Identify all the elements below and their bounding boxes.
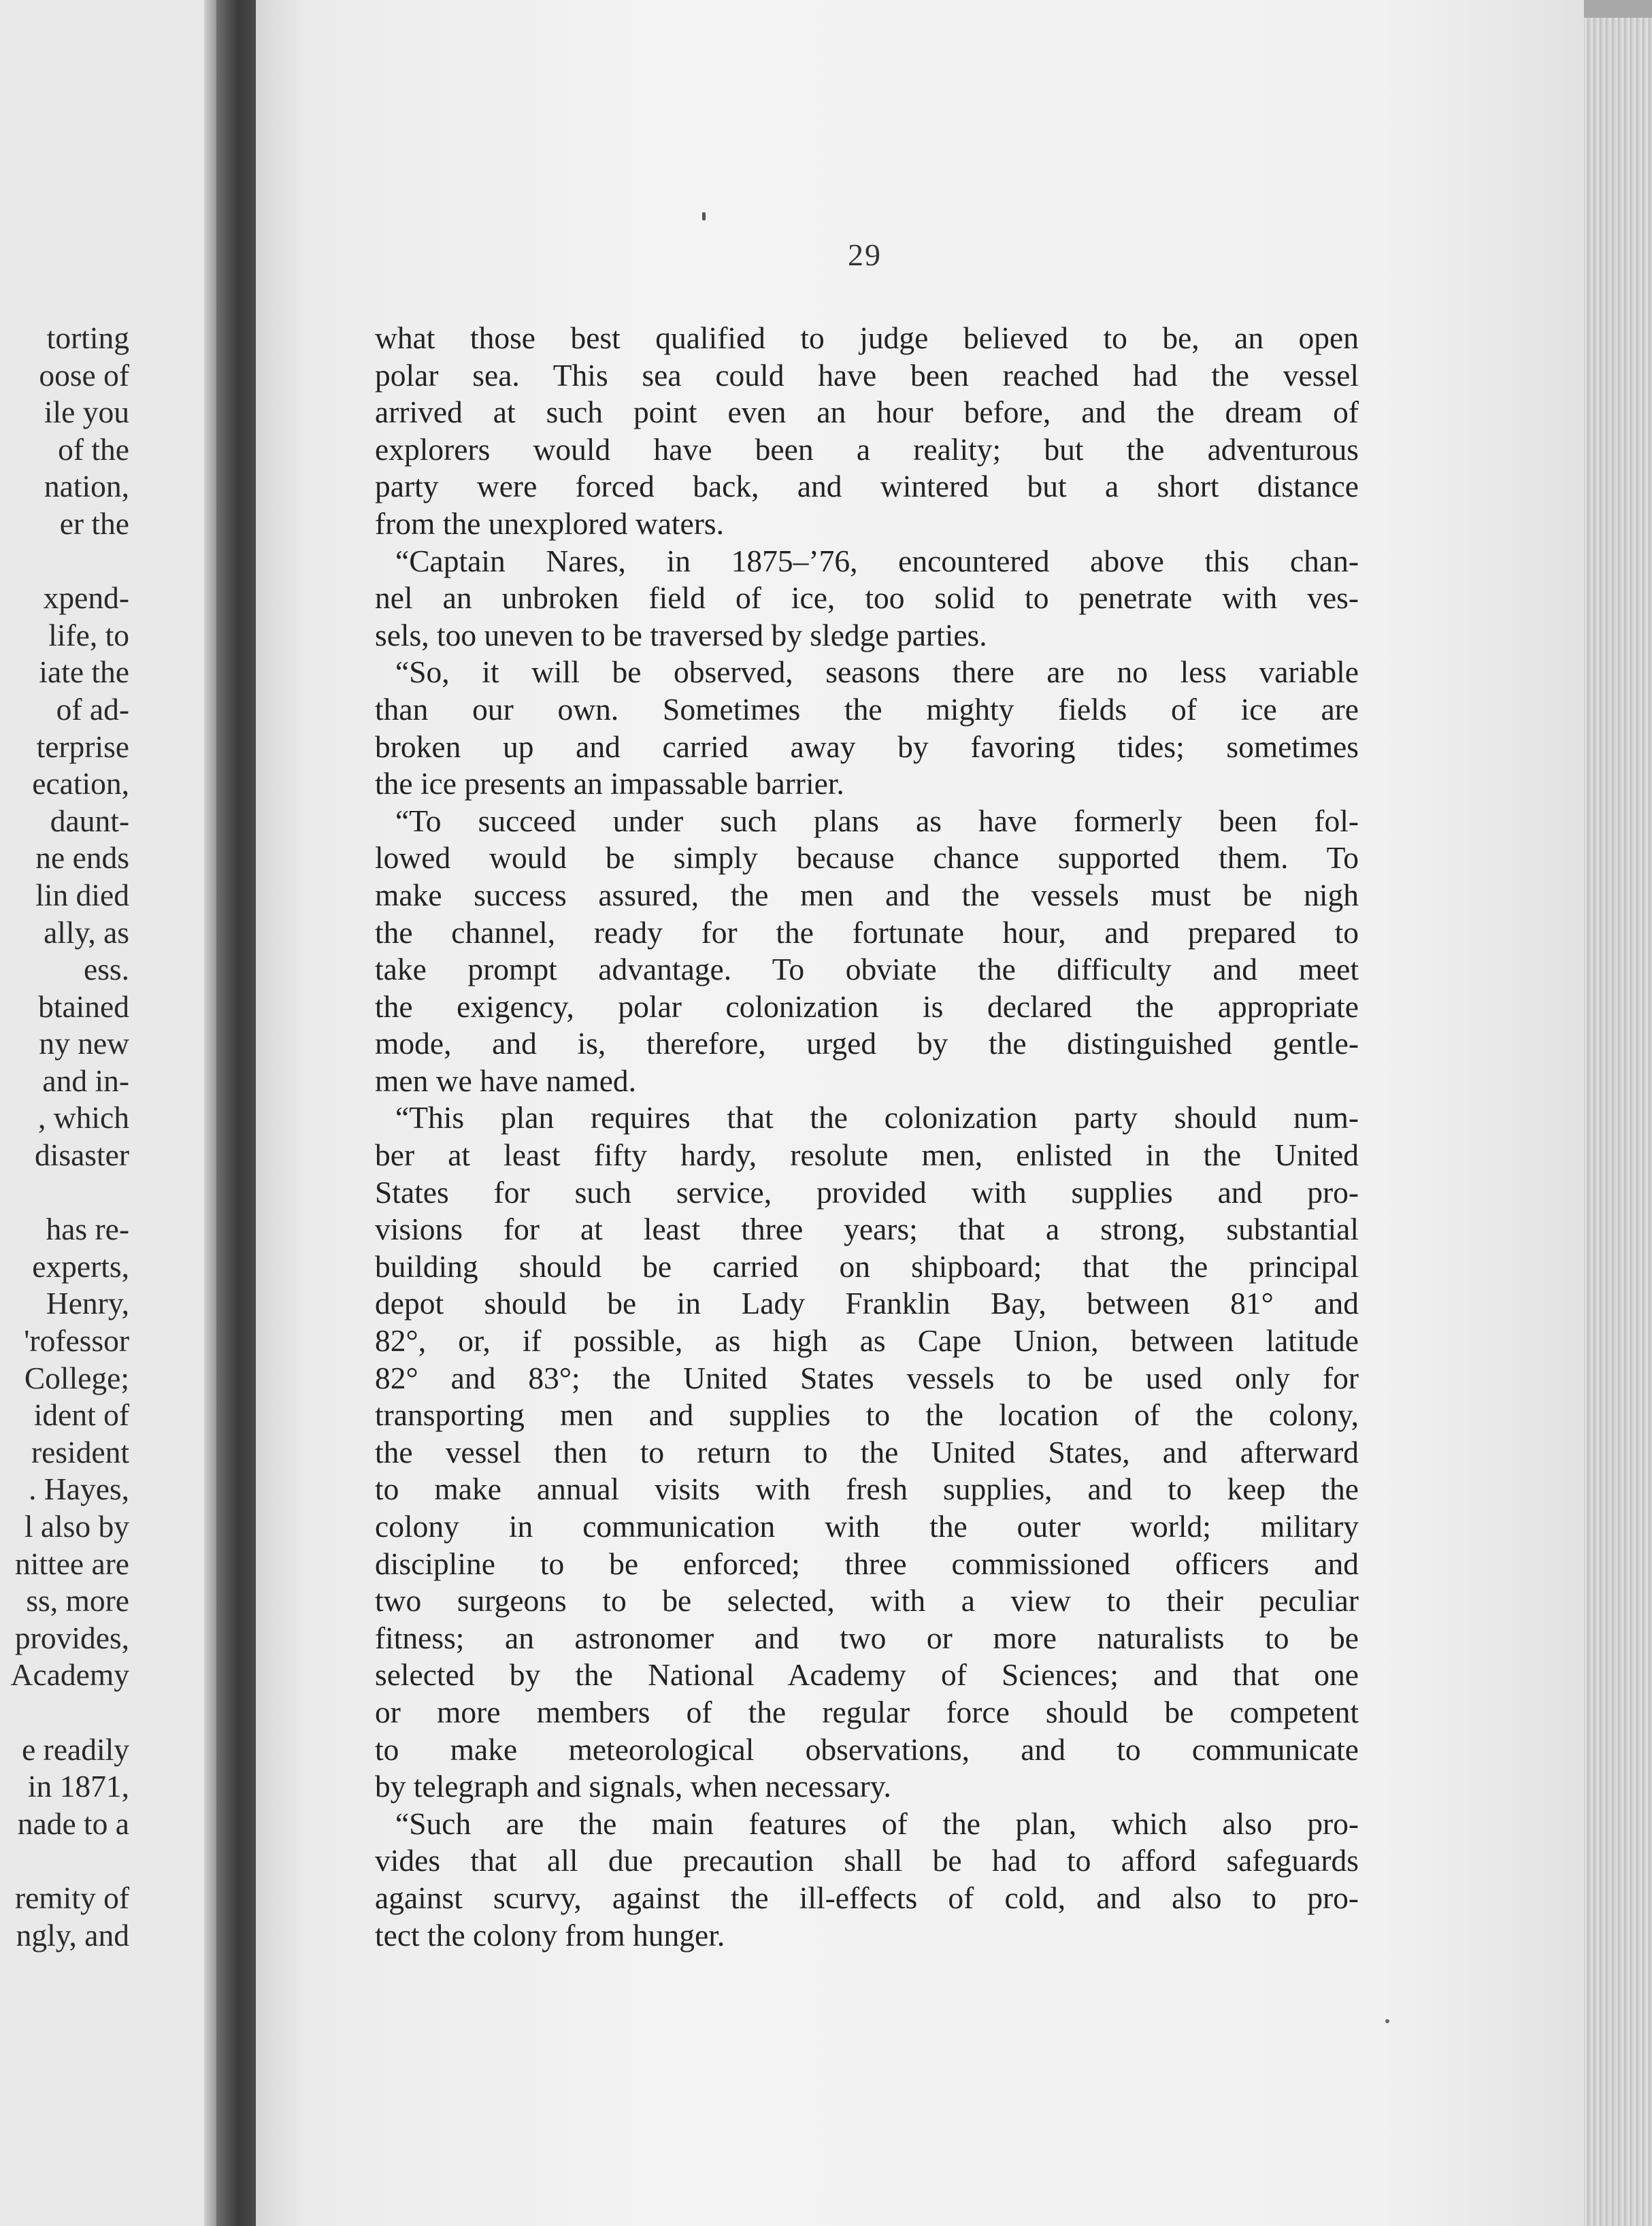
text-line: discipline to be enforced; three commissioned officers and <box>375 1546 1359 1581</box>
left-page-line: l also by <box>24 1509 129 1544</box>
text-line: sels, too uneven to be traversed by sledge parties. <box>375 617 987 652</box>
text-line: “Such are the main features of the plan, which also pro- <box>395 1806 1359 1841</box>
left-page-line: daunt- <box>50 803 129 838</box>
left-page-line: has re- <box>46 1212 129 1247</box>
text-line: make success assured, the men and the vessels must be nigh <box>375 877 1359 912</box>
text-line: “Captain Nares, in 1875–’76, encountered above this chan- <box>395 543 1359 578</box>
text-line: party were forced back, and wintered but a short distance <box>375 469 1359 504</box>
text-line: ber at least fifty hardy, resolute men, enlisted in the United <box>375 1137 1359 1173</box>
left-page-line: ally, as <box>44 914 129 950</box>
text-line: against scurvy, against the ill-effects of cold, and also to pro- <box>375 1880 1359 1915</box>
left-page-line <box>0 1174 204 1212</box>
left-page-line: torting <box>46 320 129 355</box>
text-line: mode, and is, therefore, urged by the distinguished gentle- <box>375 1026 1359 1061</box>
text-line: 82°, or, if possible, as high as Cape Union, between latitude <box>375 1323 1359 1359</box>
page-number: 29 <box>848 237 882 272</box>
left-page-line: in 1871, <box>27 1769 129 1804</box>
left-page-line: nation, <box>44 469 129 504</box>
left-page-line: Academy <box>10 1657 129 1693</box>
text-line: vides that all due precaution shall be had to afford safeguards <box>375 1843 1359 1878</box>
text-line: “To succeed under such plans as have formerly been fol- <box>395 803 1359 838</box>
left-page-line: ny new <box>39 1026 129 1061</box>
text-line: the channel, ready for the fortunate hour, and prepared to <box>375 914 1359 950</box>
text-line: take prompt advantage. To obviate the difficulty and meet <box>375 952 1359 987</box>
left-page-line: disaster <box>35 1137 129 1173</box>
text-line: fitness; an astronomer and two or more naturalists to be <box>375 1620 1359 1655</box>
left-page-line: College; <box>24 1360 129 1395</box>
text-line: what those best qualified to judge believed to be, an open <box>375 320 1359 355</box>
left-page-line: er the <box>59 505 129 541</box>
left-page-line: nade to a <box>17 1806 129 1841</box>
print-speck <box>702 212 706 220</box>
text-line: nel an unbroken field of ice, too solid to penetrate with ves- <box>375 580 1359 616</box>
left-page-line: , which <box>38 1100 129 1135</box>
text-line: the exigency, polar colonization is declared the appropriate <box>375 989 1359 1024</box>
body-text <box>375 320 1359 1954</box>
left-page-line: ile you <box>44 395 129 430</box>
left-page-line: oose of <box>39 357 129 393</box>
book-gutter <box>216 0 256 2226</box>
left-page-line: experts, <box>32 1248 129 1284</box>
left-page-line <box>0 1842 204 1880</box>
text-line: transporting men and supplies to the location of the colony, <box>375 1397 1359 1433</box>
left-page-line: . Hayes, <box>29 1472 129 1507</box>
left-page <box>0 0 216 2226</box>
text-line: depot should be in Lady Franklin Bay, between 81° and <box>375 1286 1359 1321</box>
left-page-line: and in- <box>42 1063 129 1098</box>
left-page-line: ss, more <box>26 1583 129 1618</box>
text-line: than our own. Sometimes the mighty fields of ice are <box>375 691 1359 727</box>
left-page-line: e readily <box>22 1731 129 1767</box>
text-line: tect the colony from hunger. <box>375 1917 725 1953</box>
text-line: the vessel then to return to the United States, and afterward <box>375 1434 1359 1469</box>
text-line: visions for at least three years; that a strong, substantial <box>375 1212 1359 1247</box>
text-line: from the unexplored waters. <box>375 505 724 541</box>
left-page-line: iate the <box>39 654 129 690</box>
left-page-line: 'rofessor <box>24 1323 129 1359</box>
text-line: building should be carried on shipboard; that the principal <box>375 1248 1359 1284</box>
text-line: by telegraph and signals, when necessary. <box>375 1769 891 1804</box>
left-page-line: ngly, and <box>16 1917 129 1953</box>
text-line: two surgeons to be selected, with a view to their peculiar <box>375 1583 1359 1618</box>
print-speck <box>1385 2019 1389 2023</box>
left-page-line: ess. <box>84 952 129 987</box>
left-page-line: resident <box>31 1434 129 1469</box>
left-page-line: ident of <box>33 1397 129 1433</box>
text-line: to make annual visits with fresh supplies, and to keep the <box>375 1472 1359 1507</box>
left-page-line: provides, <box>14 1620 129 1655</box>
left-page-line: xpend- <box>43 580 129 616</box>
text-line: explorers would have been a reality; but the adventurous <box>375 431 1359 467</box>
page-edge-top <box>1584 0 1652 18</box>
left-page-line: terprise <box>36 729 129 764</box>
left-page-line: lin died <box>35 877 129 912</box>
text-line: “So, it will be observed, seasons there are no less variable <box>395 654 1359 690</box>
left-page-line: ecation, <box>32 766 129 801</box>
text-line: polar sea. This sea could have been reached had the vessel <box>375 357 1359 393</box>
text-line: or more members of the regular force should be competent <box>375 1694 1359 1729</box>
text-line: to make meteorological observations, and to communicate <box>375 1731 1359 1767</box>
text-line: States for such service, provided with supplies and pro- <box>375 1174 1359 1210</box>
spine-shadow <box>204 0 216 2226</box>
left-page-line <box>0 543 204 580</box>
left-page-line <box>0 1694 204 1731</box>
text-line: “This plan requires that the colonization party should num- <box>395 1100 1359 1135</box>
text-line: 82° and 83°; the United States vessels to be used only for <box>375 1360 1359 1395</box>
left-page-line: of the <box>58 431 129 467</box>
text-line: the ice presents an impassable barrier. <box>375 766 844 801</box>
left-page-line: remity of <box>14 1880 129 1915</box>
left-page-line: life, to <box>48 617 129 652</box>
left-page-line: btained <box>38 989 129 1024</box>
text-line: selected by the National Academy of Sciences; and that one <box>375 1657 1359 1693</box>
left-page-line: nittee are <box>15 1546 129 1581</box>
text-line: colony in communication with the outer world; military <box>375 1509 1359 1544</box>
left-page-line: ne ends <box>35 840 129 876</box>
left-page-line: of ad- <box>56 691 129 727</box>
text-line: lowed would be simply because chance supported them. To <box>375 840 1359 876</box>
page-edge <box>1584 0 1652 2226</box>
text-line: arrived at such point even an hour before, and the dream of <box>375 395 1359 430</box>
left-page-line: Henry, <box>46 1286 129 1321</box>
text-line: men we have named. <box>375 1063 637 1098</box>
left-page-text <box>0 320 204 1954</box>
text-line: broken up and carried away by favoring tides; sometimes <box>375 729 1359 764</box>
